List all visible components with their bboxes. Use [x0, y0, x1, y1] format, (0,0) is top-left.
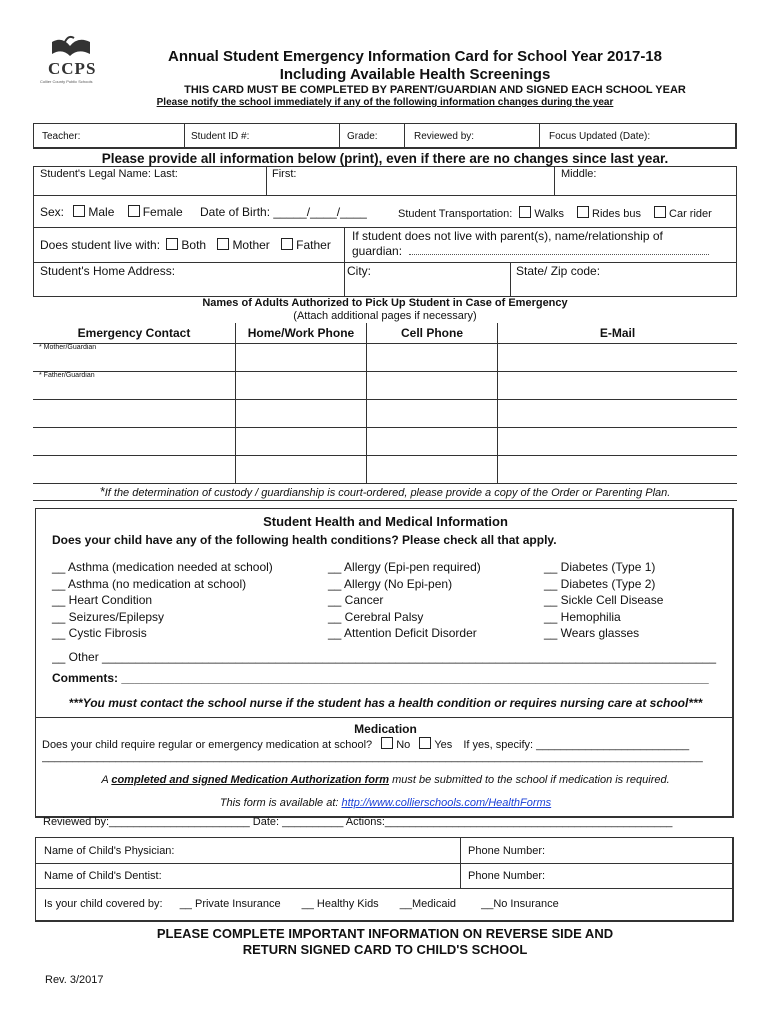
health-block — [35, 508, 734, 818]
table-row[interactable] — [33, 371, 737, 399]
ccps-logo — [38, 32, 104, 88]
insurance-label: Is your child covered by: — [44, 898, 163, 910]
sex-row — [40, 205, 183, 219]
table-row[interactable] — [33, 399, 737, 427]
teacher-field[interactable]: Teacher: — [42, 131, 81, 142]
authorization-form-ref: completed and signed Medication Authorization form — [111, 774, 390, 786]
healthy-kids-option[interactable]: __ Healthy Kids — [301, 898, 379, 910]
student-info-block — [33, 166, 737, 297]
dentist-name[interactable]: Name of Child's Dentist: — [44, 870, 162, 882]
transportation-row — [398, 206, 712, 220]
table-row[interactable] — [33, 455, 737, 483]
female-checkbox[interactable] — [128, 205, 140, 217]
guardian-field[interactable] — [352, 244, 709, 258]
private-insurance-option[interactable]: __ Private Insurance — [179, 898, 281, 910]
condition-item[interactable]: __ Asthma (medication needed at school) — [52, 560, 273, 574]
walks-checkbox[interactable] — [519, 206, 531, 218]
medication-specify-line[interactable]: ____________________________________________________________________________________________________________ — [42, 751, 703, 763]
physician-block — [35, 837, 734, 922]
insurance-row — [44, 898, 559, 910]
condition-item[interactable]: __ Seizures/Epilepsy — [52, 609, 165, 624]
condition-item[interactable]: __ Sickle Cell Disease — [544, 593, 664, 607]
both-checkbox[interactable] — [166, 238, 178, 250]
state-zip-field[interactable]: State/ Zip code: — [516, 264, 601, 278]
book-icon — [38, 32, 104, 62]
health-question: Does your child have any of the following health conditions? Please check all that apply. — [52, 533, 557, 547]
emergency-contacts-table — [33, 323, 737, 484]
form-availability: This form is available at: http://www.collierschools.com/HealthForms — [219, 797, 552, 809]
conditions-col-3 — [544, 559, 663, 642]
focus-updated-field[interactable]: Focus Updated (Date): — [549, 131, 651, 142]
lives-with-label: Does student live with: — [40, 238, 161, 252]
father-checkbox[interactable] — [281, 238, 293, 250]
condition-item[interactable]: __ Heart Condition — [52, 593, 153, 607]
mother-label: Mother — [232, 238, 270, 252]
medication-no-checkbox[interactable] — [381, 737, 393, 749]
medicaid-option[interactable]: __Medicaid — [399, 898, 457, 910]
physician-name[interactable]: Name of Child's Physician: — [44, 845, 175, 857]
comments-field[interactable]: Comments: ________________________________________________________________________________________ — [52, 671, 709, 685]
medication-yes-label: Yes — [434, 739, 453, 751]
notify: Please notify the school immediately if any of the following information changes during the year — [156, 97, 614, 108]
condition-item[interactable]: __ Allergy (Epi-pen required) — [328, 560, 481, 574]
medication-question: Does your child require regular or emergency medication at school? — [42, 739, 373, 751]
female-label: Female — [142, 205, 183, 219]
dentist-phone[interactable]: Phone Number: — [468, 870, 546, 882]
male-checkbox[interactable] — [73, 205, 85, 217]
condition-item[interactable]: __ Hemophilia — [544, 609, 621, 624]
condition-item[interactable]: __ Cystic Fibrosis — [52, 626, 147, 640]
mother-checkbox[interactable] — [217, 238, 229, 250]
condition-item[interactable]: __ Wears glasses — [544, 626, 640, 640]
home-address[interactable]: Student's Home Address: — [40, 264, 176, 278]
custody-footnote — [33, 484, 737, 499]
car-rider-checkbox[interactable] — [654, 206, 666, 218]
reviewed-by-field[interactable]: Reviewed by: — [414, 131, 475, 142]
health-title: Student Health and Medical Information — [263, 514, 508, 529]
reverse-side-notice-1: PLEASE COMPLETE IMPORTANT INFORMATION ON REVERSE SIDE AND — [156, 926, 614, 941]
rides-bus-label: Rides bus — [592, 208, 641, 220]
car-rider-label: Car rider — [669, 208, 712, 220]
row-label: * Father/Guardian — [33, 371, 236, 399]
authorization-notice: A completed and signed Medication Authorization form must be submitted to the school if medication is required. — [101, 774, 670, 786]
no-insurance-option[interactable]: __No Insurance — [481, 898, 559, 910]
guardian-note-1: If student does not live with parent(s), name/relationship of — [352, 229, 663, 243]
provide-all-notice: Please provide all information below (print), even if there are no changes since last year. — [101, 151, 669, 166]
walks-label: Walks — [534, 208, 564, 220]
other-condition-field[interactable]: __ Other ____________________________________________________________________________________________ — [52, 650, 717, 664]
medication-question-row — [42, 737, 689, 751]
adults-title: Names of Adults Authorized to Pick Up Student in Case of Emergency — [202, 297, 568, 309]
middle-name[interactable]: Middle: — [561, 168, 597, 180]
medication-yes-checkbox[interactable] — [419, 737, 431, 749]
lives-with-row — [40, 238, 331, 252]
adults-attach-note: (Attach additional pages if necessary) — [293, 310, 477, 322]
sex-label: Sex: — [40, 205, 65, 219]
footnote-text: If the determination of custody / guardianship is court-ordered, please provide a copy of the Order or Parenting Plan. — [104, 487, 671, 499]
reviewed-by-row[interactable]: Reviewed by:_______________________ Date: __________ Actions:_______________________________________________ — [43, 816, 673, 828]
grade-field[interactable]: Grade: — [347, 131, 378, 142]
col-email: E-Mail — [498, 323, 738, 343]
father-label: Father — [296, 238, 331, 252]
male-label: Male — [88, 205, 115, 219]
title-line-2: Including Available Health Screenings — [279, 66, 551, 83]
rides-bus-checkbox[interactable] — [577, 206, 589, 218]
first-name[interactable]: First: — [272, 168, 297, 180]
table-row[interactable] — [33, 427, 737, 455]
logo-text: CCPS — [48, 59, 97, 78]
conditions-col-2 — [328, 559, 481, 642]
col-home-work-phone: Home/Work Phone — [236, 323, 367, 343]
row-label: * Mother/Guardian — [33, 343, 236, 371]
medication-title: Medication — [354, 722, 417, 736]
office-row — [33, 123, 737, 149]
condition-item[interactable]: __ Attention Deficit Disorder — [328, 626, 477, 640]
title-line-1: Annual Student Emergency Information Card for School Year 2017-18 — [167, 48, 662, 65]
medication-no-label: No — [396, 739, 411, 751]
footnote-star: * — [99, 484, 105, 499]
legal-name-last[interactable]: Student's Legal Name: Last: — [40, 168, 178, 180]
condition-item[interactable]: __ Diabetes (Type 1) — [544, 560, 656, 574]
notice: THIS CARD MUST BE COMPLETED BY PARENT/GUARDIAN AND SIGNED EACH SCHOOL YEAR — [184, 84, 686, 96]
medication-specify-field[interactable]: If yes, specify: _________________________ — [463, 739, 690, 751]
condition-item[interactable]: __ Cancer — [328, 593, 384, 607]
condition-item[interactable]: __ Diabetes (Type 2) — [544, 576, 656, 591]
col-cell-phone: Cell Phone — [367, 323, 498, 343]
condition-item[interactable]: __ Asthma (no medication at school) — [52, 576, 247, 591]
reverse-side-notice-2: RETURN SIGNED CARD TO CHILD'S SCHOOL — [242, 942, 528, 957]
col-emergency-contact: Emergency Contact — [33, 323, 236, 343]
condition-item[interactable]: __ Cerebral Palsy — [328, 609, 424, 624]
student-id-field[interactable]: Student ID #: — [191, 131, 250, 142]
logo-subtitle: Collier County Public Schools — [40, 79, 93, 84]
guardian-label: guardian: — [352, 244, 403, 258]
revision: Rev. 3/2017 — [45, 974, 104, 986]
table-row[interactable] — [33, 343, 737, 371]
date-of-birth[interactable]: Date of Birth: _____/____/____ — [200, 205, 367, 219]
health-forms-link[interactable]: http://www.collierschools.com/HealthForms — [341, 797, 552, 809]
transport-label: Student Transportation: — [398, 208, 513, 220]
nurse-notice: ***You must contact the school nurse if the student has a health condition or requires nursing care at school*** — [68, 696, 703, 710]
city-field[interactable]: City: — [347, 264, 371, 278]
condition-item[interactable]: __ Allergy (No Epi-pen) — [328, 576, 453, 591]
physician-phone[interactable]: Phone Number: — [468, 845, 546, 857]
both-label: Both — [181, 238, 207, 252]
conditions-col-1 — [52, 559, 273, 642]
